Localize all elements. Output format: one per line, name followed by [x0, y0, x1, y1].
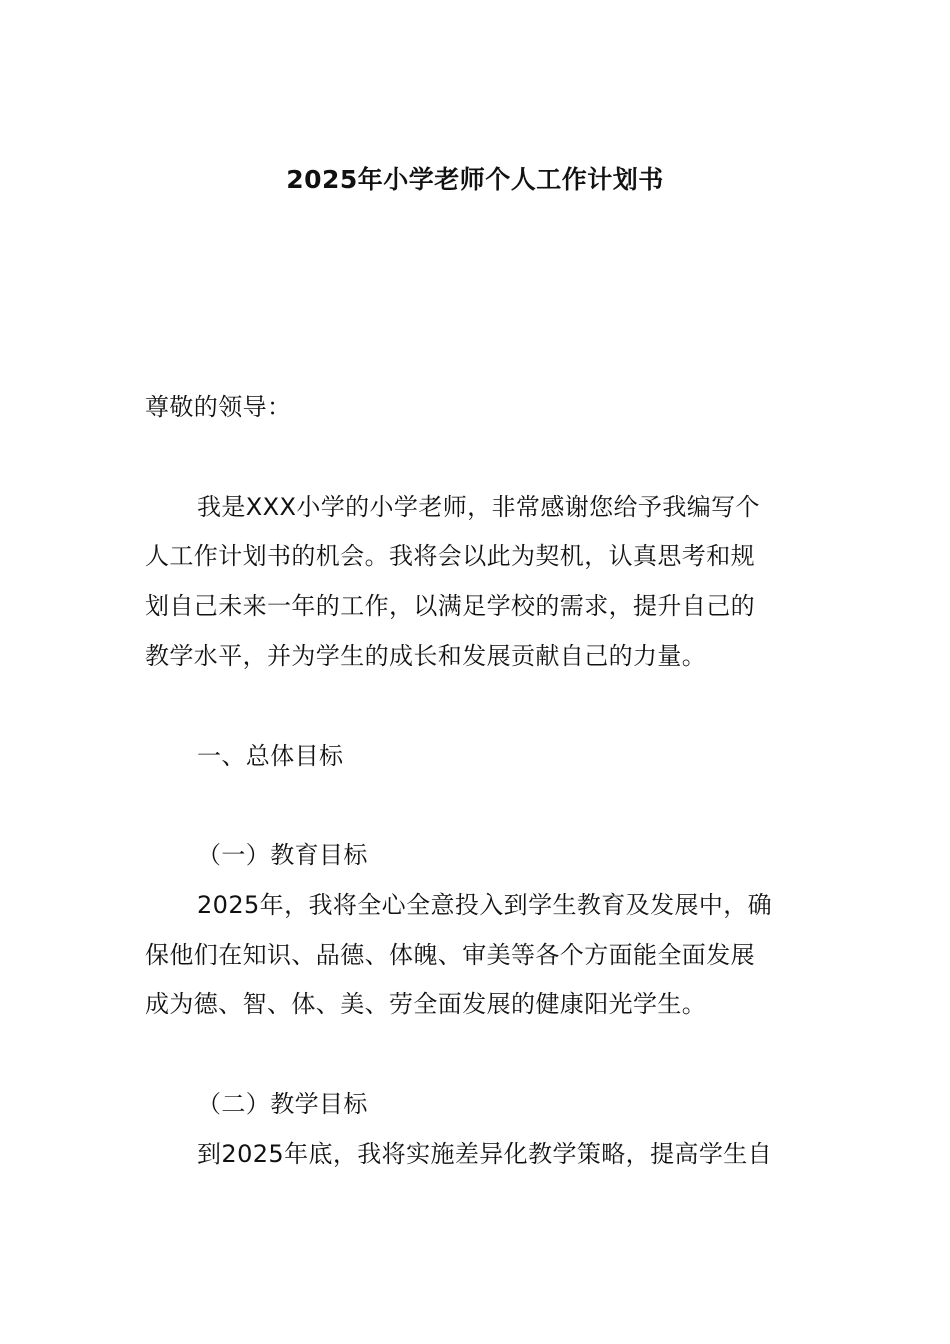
intro-line-3: 划自己未来一年的工作，以满足学校的需求，提升自己的 — [145, 592, 755, 620]
education-line-3: 成为德、智、体、美、劳全面发展的健康阳光学生。 — [145, 990, 707, 1018]
intro-line-4: 教学水平，并为学生的成长和发展贡献自己的力量。 — [145, 642, 707, 670]
subsection-heading-teaching: （二）教学目标 — [197, 1090, 368, 1118]
section-heading-overall-goals: 一、总体目标 — [197, 742, 344, 770]
salutation: 尊敬的领导： — [145, 393, 292, 421]
education-line-2: 保他们在知识、品德、体魄、审美等各个方面能全面发展 — [145, 941, 755, 969]
intro-line-1: 我是XXX小学的小学老师，非常感谢您给予我编写个 — [197, 493, 760, 521]
teaching-line-1: 到2025年底，我将实施差异化教学策略，提高学生自 — [197, 1140, 773, 1168]
intro-line-2: 人工作计划书的机会。我将会以此为契机，认真思考和规 — [145, 542, 755, 570]
education-line-1: 2025年，我将全心全意投入到学生教育及发展中，确 — [197, 891, 773, 919]
subsection-heading-education: （一）教育目标 — [197, 841, 368, 869]
document-title: 2025年小学老师个人工作计划书 — [286, 165, 664, 194]
